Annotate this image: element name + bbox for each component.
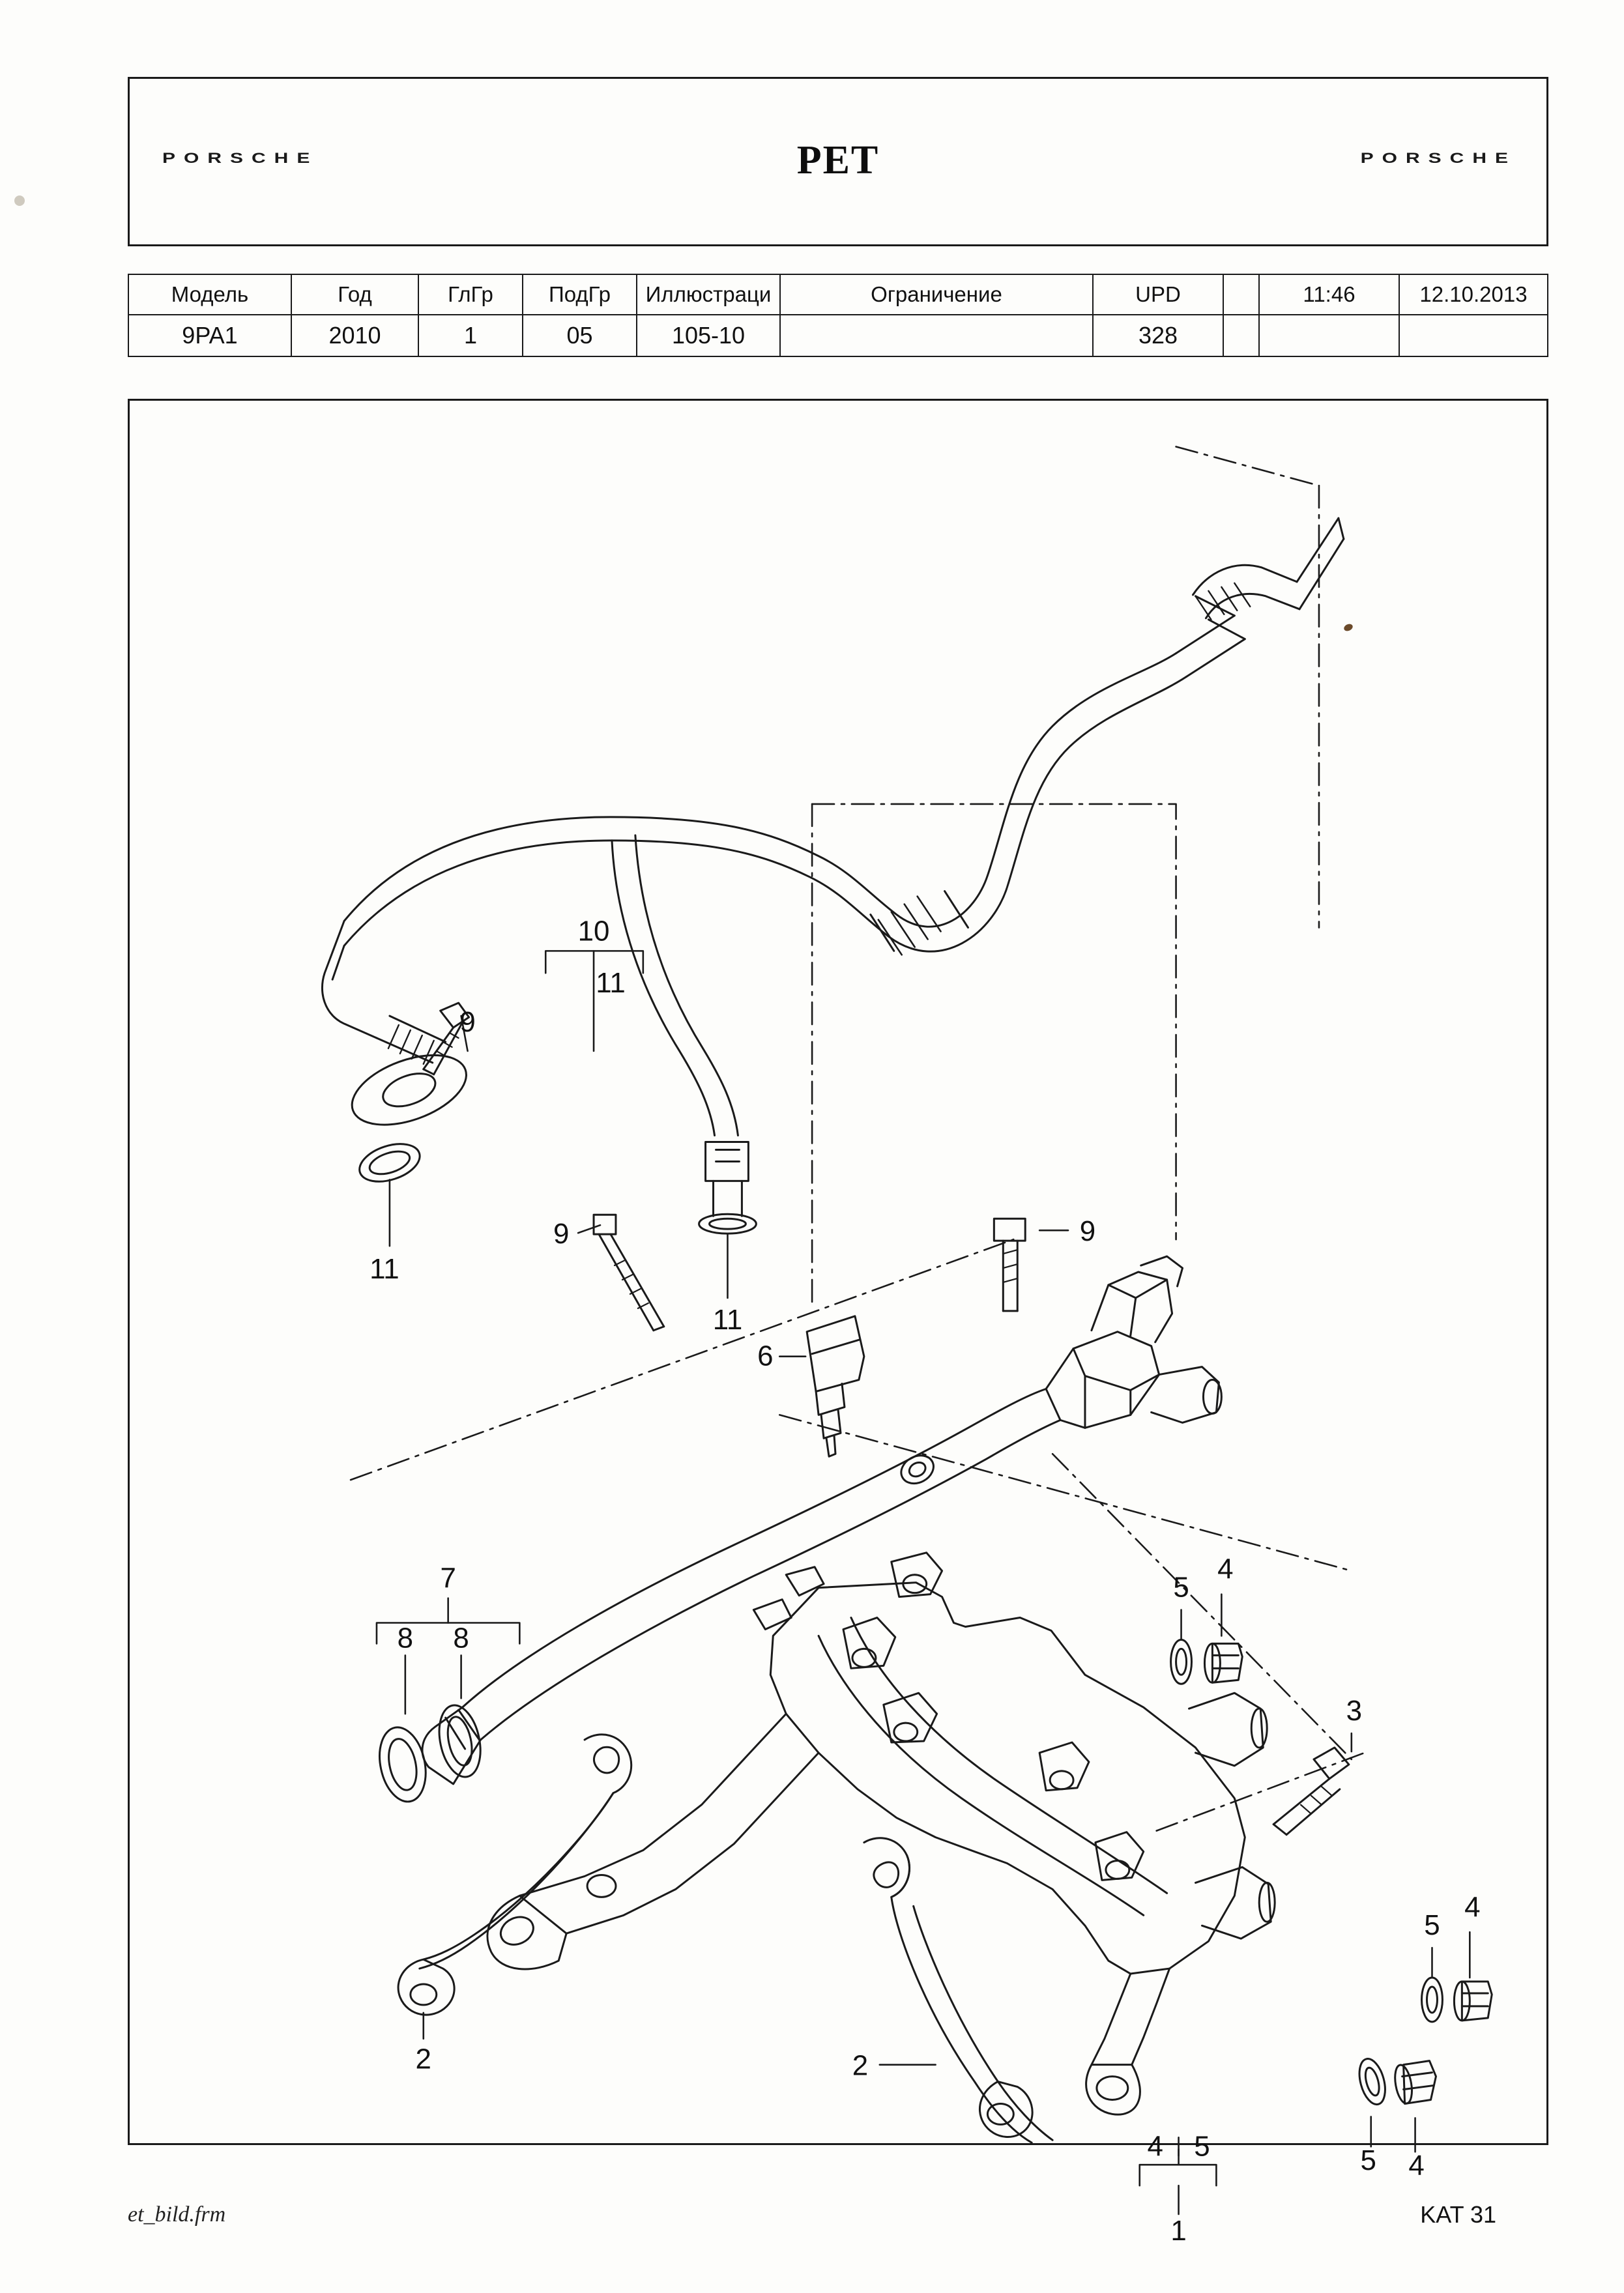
callout-11-left: 11: [370, 1252, 399, 1285]
coolant-pipe-upper: [344, 518, 1344, 955]
callout-8-right: 8: [453, 1622, 469, 1654]
water-crossover-pipe: [422, 1256, 1221, 1784]
water-manifold-housing: [487, 1553, 1275, 2114]
coolant-pipe-branch: [612, 835, 756, 1233]
seals-7-8-left: [373, 1701, 487, 1806]
seal-5-plug-4-lower: [1355, 2056, 1436, 2107]
bolt-9-middle: [594, 1215, 664, 1331]
callout-4-bracket: 4: [1147, 2130, 1163, 2163]
callout-4-lower: 4: [1408, 2150, 1425, 2182]
illustration-info-table: [128, 274, 1548, 357]
porsche-wordmark-left: PORSCHE: [162, 150, 319, 166]
pipe-left-flange: [322, 921, 475, 1188]
callout-5-lower: 5: [1360, 2144, 1376, 2177]
value-model: 9PA1: [129, 315, 292, 356]
value-restriction: [781, 315, 1094, 356]
seal-5-plug-4-middle-right: [1422, 1978, 1492, 2022]
column-header-main-group: ГлГр: [419, 275, 523, 315]
footer-form-name: et_bild.frm: [128, 2202, 226, 2227]
value-main-group: 1: [419, 315, 523, 356]
column-header-sub-group: ПодГр: [523, 275, 637, 315]
print-date: 12.10.2013: [1400, 275, 1547, 315]
callout-4-upper: 4: [1217, 1553, 1234, 1585]
value-sub-group: 05: [523, 315, 637, 356]
value-upd: 328: [1094, 315, 1224, 356]
callout-4-right: 4: [1464, 1891, 1481, 1924]
column-header-spacer: [1224, 275, 1260, 315]
bolt-9-right: [994, 1219, 1025, 1311]
page-title: PET: [796, 138, 880, 182]
callout-11-top: 11: [596, 967, 626, 1000]
info-table-header-row: [129, 275, 1547, 315]
bolt-3: [1273, 1748, 1349, 1835]
scan-edge-artifact: [14, 195, 25, 206]
column-header-model: Модель: [129, 275, 292, 315]
column-header-year: Год: [292, 275, 419, 315]
column-header-restriction: Ограничение: [781, 275, 1094, 315]
callout-7: 7: [440, 1562, 456, 1594]
porsche-wordmark-right: PORSCHE: [1360, 150, 1516, 166]
info-table-value-row: [129, 315, 1547, 356]
callout-8-left: 8: [397, 1622, 414, 1654]
callout-10: 10: [577, 915, 610, 947]
callout-2-left: 2: [415, 2043, 431, 2075]
value-year: 2010: [292, 315, 419, 356]
seal-5-plug-4-upper: [1171, 1639, 1243, 1684]
callout-9-upper: 9: [459, 1006, 476, 1039]
callout-3: 3: [1346, 1695, 1363, 1727]
callout-5-right: 5: [1424, 1909, 1440, 1942]
column-header-upd: UPD: [1094, 275, 1224, 315]
value-time-spacer: [1260, 315, 1400, 356]
value-date-spacer: [1400, 315, 1547, 356]
callout-5-upper: 5: [1173, 1571, 1189, 1604]
print-time: 11:46: [1260, 275, 1400, 315]
value-spacer: [1224, 315, 1260, 356]
value-illustration: 105-10: [637, 315, 781, 356]
column-header-illustration: Иллюстраци: [637, 275, 781, 315]
callout-5-bracket: 5: [1194, 2130, 1210, 2163]
callout-9-middle: 9: [553, 1218, 570, 1250]
callout-leaders: [377, 951, 1470, 2214]
footer-catalog-page: KAT 31: [1420, 2201, 1496, 2228]
callout-1: 1: [1170, 2214, 1187, 2247]
callout-6: 6: [757, 1340, 774, 1372]
gasket-strip-2: [864, 1838, 1052, 2143]
callout-2-lower: 2: [852, 2049, 869, 2082]
header-box: [128, 77, 1548, 246]
callout-9-right: 9: [1079, 1215, 1096, 1248]
callout-11-branch: 11: [712, 1303, 743, 1336]
